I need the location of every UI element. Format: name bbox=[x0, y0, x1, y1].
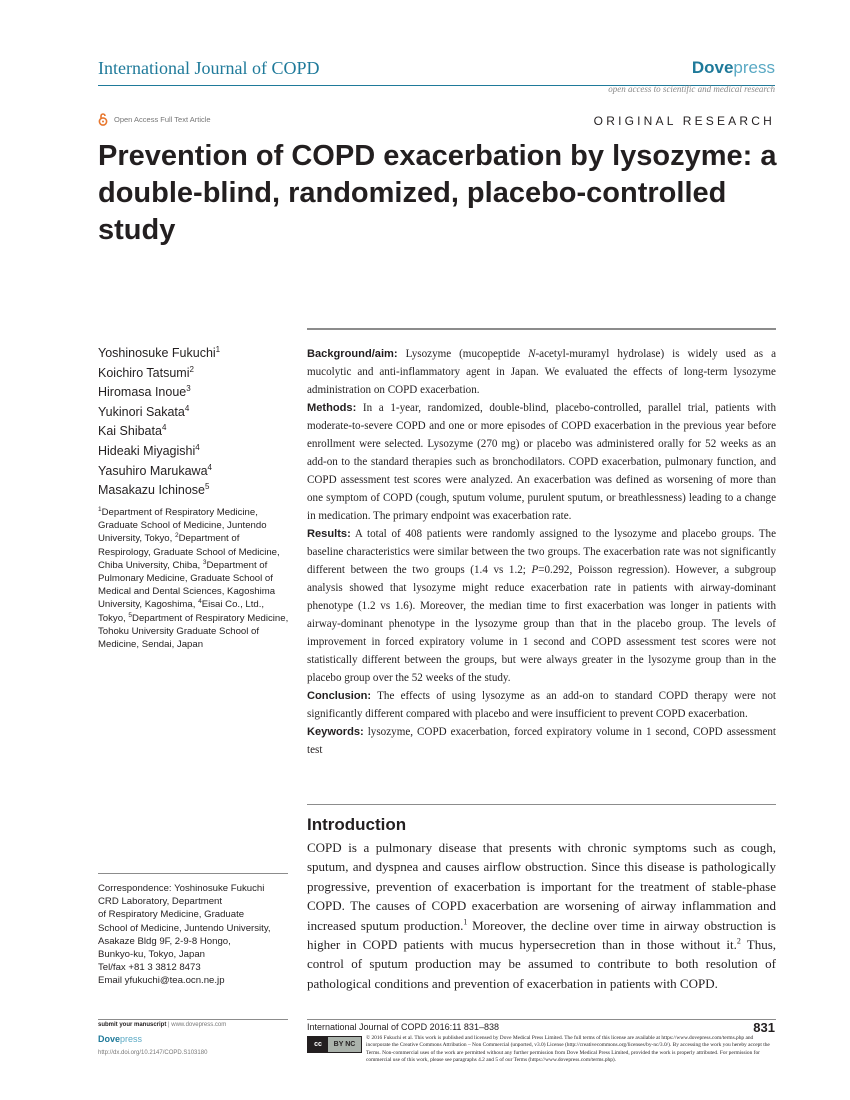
body-text: Thus, control of sputum production may be assumed to contribute to both resolution of pathological conditions and prevention of exacerbation in patients with COPD. bbox=[307, 937, 777, 991]
author-affiliation-ref: 4 bbox=[207, 462, 212, 472]
body-text: COPD is a pulmonary disease that presents with chronic symptoms such as cough, sputum, and dyspnea and causes airflow obstruction. Since this disease is pathologically progressive, prevention of exacerbation is important for the treatment of stable-phase COPD. The causes of COPD exacerbation are worsening of airway inflammation and increased sputum production. bbox=[307, 840, 776, 933]
submit-separator: | bbox=[166, 1022, 172, 1028]
footer-publisher-logo[interactable] bbox=[98, 1034, 142, 1044]
abstract-italic: N bbox=[528, 348, 536, 360]
affiliation-number: 3 bbox=[202, 558, 207, 566]
footer-left-divider bbox=[98, 1019, 288, 1020]
abstract-methods-label: Methods: bbox=[307, 402, 357, 414]
abstract-italic: P bbox=[531, 564, 539, 576]
author-name: Yasuhiro Marukawa bbox=[98, 463, 208, 478]
abstract-text: In a 1-year, randomized, double-blind, placebo-controlled, parallel trial, patients with moderate-to-severe COPD and one or more episodes of COPD exacerbation in the previous year before enrollment were selected. Lysozyme (270 mg) or placebo was administered orally for 52 weeks as an add-on to the standard therapies such as bronchodilators. COPD exacerbation, pulmonary function, and COPD assessment test scores were analyzed. An exacerbation was defined as worsening of more than one symptom of COPD (cough, sputum volume, purulent sputum, or breathlessness) leading to a change in medication. The primary endpoint was exacerbation rate. bbox=[307, 402, 776, 522]
author-affiliation-ref: 4 bbox=[184, 403, 190, 413]
abstract-text: lysozyme, COPD exacerbation, forced expiratory volume in 1 second, COPD assessment test bbox=[307, 726, 776, 756]
publisher-logo-light: press bbox=[733, 58, 775, 77]
correspondence bbox=[98, 882, 293, 988]
author-name: Masakazu Ichinose bbox=[98, 483, 206, 498]
abstract-methods bbox=[307, 399, 776, 525]
author-name: Hiromasa Inoue bbox=[98, 385, 187, 400]
author-name: Hideaki Miyagishi bbox=[98, 443, 196, 458]
affiliation-text: Department of Respiratory Medicine, Graduate School of Medicine, Juntendo University, Tokyo, bbox=[98, 507, 267, 545]
abstract-conclusion-label: Conclusion: bbox=[307, 690, 372, 702]
author bbox=[98, 462, 298, 482]
author-list bbox=[98, 344, 298, 501]
open-access-text: Open Access Full Text Article bbox=[114, 114, 211, 124]
abstract-background-label: Background/aim: bbox=[307, 348, 398, 360]
abstract-results-label: Results: bbox=[307, 528, 351, 540]
affiliation-number: 2 bbox=[174, 532, 179, 540]
article-type: ORIGINAL RESEARCH bbox=[593, 114, 775, 128]
author-name: Yoshinosuke Fukuchi bbox=[98, 346, 216, 360]
correspondence-line: Correspondence: Yoshinosuke Fukuchi bbox=[98, 883, 265, 894]
affiliation-number: 4 bbox=[198, 598, 202, 606]
author bbox=[98, 442, 298, 462]
abstract-text: The effects of using lysozyme as an add-on to standard COPD therapy were not significantly different compared with placebo and were insufficient to prevent COPD exacerbation. bbox=[307, 690, 776, 720]
creative-commons-badge[interactable] bbox=[307, 1036, 362, 1053]
affiliation-text: Department of Respiratory Medicine, Tohoku University Graduate School of Medicine, Sendai, Japan bbox=[98, 612, 289, 651]
correspondence-line: Bunkyo-ku, Tokyo, Japan bbox=[98, 949, 206, 961]
open-access-lock-icon bbox=[98, 112, 108, 126]
footer-publisher-light: press bbox=[120, 1034, 143, 1044]
abstract-text: -acetyl-muramyl hydrolase) is widely used as a mucolytic and anti-inflammatory agent in Japan. We evaluated the effects of long-term lysozyme administration on COPD exacerbation. bbox=[307, 348, 776, 396]
submit-manuscript-link[interactable]: submit your manuscript bbox=[98, 1022, 167, 1028]
footer-publisher-bold: Dove bbox=[98, 1034, 121, 1044]
open-access-label[interactable] bbox=[98, 112, 211, 126]
author bbox=[98, 383, 298, 403]
abstract-background bbox=[307, 345, 776, 399]
correspondence-line: School of Medicine, Juntendo University, bbox=[98, 922, 271, 934]
section-heading-introduction: Introduction bbox=[307, 815, 407, 834]
author-name: Yukinori Sakata bbox=[98, 404, 185, 419]
submit-url-link[interactable]: www.dovepress.com bbox=[171, 1022, 227, 1028]
correspondence-email[interactable]: Email yfukuchi@tea.ocn.ne.jp bbox=[98, 975, 225, 987]
affiliation-text: Department of Pulmonary Medicine, Graduate School of Medical and Dental Sciences, Kagoshima University, Kagoshima, bbox=[98, 559, 276, 611]
publisher-tagline: open access to scientific and medical research bbox=[608, 84, 775, 94]
publisher-logo[interactable] bbox=[692, 58, 775, 78]
article-title: Prevention of COPD exacerbation by lysozyme: a double-blind, randomized, placebo-controlled study bbox=[98, 140, 777, 246]
doi-link[interactable]: http://dx.doi.org/10.2147/COPD.S103180 bbox=[98, 1050, 208, 1056]
author bbox=[98, 364, 298, 384]
journal-title: International Journal of COPD bbox=[98, 58, 320, 78]
abstract-results bbox=[307, 525, 776, 687]
author bbox=[98, 481, 298, 501]
affiliation-text: Department of Respirology, Graduate School of Medicine, Chiba University, Chiba, bbox=[98, 533, 280, 571]
correspondence-line: Tel/fax +81 3 3812 8473 bbox=[98, 962, 201, 974]
abstract-text: =0.292, Poisson regression). However, a subgroup analysis showed that lysozyme might reduce exacerbation rate in patients with airway-dominant phenotype (1.2 vs 1.6). Moreover, the median time to first exacerbation was longer in patients with airway-dominant phenotype in the lysozyme group than that in the placebo group. The levels of improvement in forced expiratory volume in 1 second and COPD assessment test scores were not statistically different between the groups, but were always greater in the lysozyme group than in the placebo group over the 52 weeks of the study. bbox=[307, 564, 777, 684]
author-name: Kai Shibata bbox=[98, 424, 162, 439]
author-affiliation-ref: 3 bbox=[186, 384, 191, 394]
affiliations bbox=[98, 506, 290, 651]
reference-link[interactable]: 2 bbox=[736, 936, 741, 946]
page-number: 831 bbox=[753, 1020, 775, 1035]
submit-manuscript-line bbox=[98, 1022, 226, 1028]
affiliation-text: Eisai Co., Ltd., Tokyo, bbox=[98, 599, 265, 624]
by-nc-icon: BY NC bbox=[333, 1041, 356, 1048]
abstract-bottom-divider bbox=[307, 804, 776, 805]
abstract-top-divider bbox=[307, 328, 776, 330]
abstract-keywords-label: Keywords: bbox=[307, 726, 364, 738]
author-affiliation-ref: 2 bbox=[189, 364, 194, 374]
author-affiliation-ref: 4 bbox=[161, 423, 167, 433]
author bbox=[98, 403, 298, 423]
correspondence-line: CRD Laboratory, Department bbox=[98, 896, 223, 908]
abstract bbox=[307, 345, 776, 759]
author bbox=[98, 422, 298, 442]
license-text: © 2016 Fukuchi et al. This work is published and licensed by Dove Medical Press Limited. The full terms of this license are available at https://www.dovepress.com/terms.php and incorporate the Creative Commons Attribution – Non Commercial (unported, v3.0) License (http://creativecommons.org/licenses/by-nc/3.0/). By accessing the work you hereby accept the Terms. Non-commercial uses of the work are permitted without any further permission from Dove Medical Press Limited, provided the work is properly attributed. For permission for commercial use of this work, please see paragraphs 4.2 and 5 of our Terms (https://www.dovepress.com/terms.php). bbox=[366, 1035, 770, 1064]
abstract-text: A total of 408 patients were randomly assigned to the lysozyme and placebo groups. The baseline characteristics were similar between the two groups. The exacerbation rate was not significantly different between the two groups (1.4 vs 1.2; bbox=[307, 528, 776, 576]
author-affiliation-ref: 5 bbox=[205, 482, 210, 491]
abstract-text: Lysozyme (mucopeptide bbox=[397, 348, 529, 360]
author-name: Koichiro Tatsumi bbox=[98, 365, 190, 380]
correspondence-divider bbox=[98, 873, 288, 874]
author-affiliation-ref: 4 bbox=[195, 442, 200, 452]
abstract-keywords bbox=[307, 723, 776, 759]
introduction-paragraph bbox=[307, 838, 776, 993]
reference-link[interactable]: 1 bbox=[463, 917, 468, 927]
correspondence-line: Asakaze Bldg 9F, 2-9-8 Hongo, bbox=[98, 935, 231, 947]
correspondence-line: of Respiratory Medicine, Graduate bbox=[98, 909, 245, 921]
abstract-conclusion bbox=[307, 687, 776, 723]
footer-right-divider bbox=[307, 1019, 776, 1020]
author-affiliation-ref: 1 bbox=[215, 344, 221, 354]
body-text: Moreover, the decline over time in airway obstruction is higher in COPD patients with mucus hypersecretion than in those without it. bbox=[307, 917, 776, 953]
cc-icon: cc bbox=[308, 1037, 328, 1052]
citation-line: International Journal of COPD 2016:11 831–838 bbox=[307, 1022, 499, 1032]
affiliation-number: 1 bbox=[98, 505, 102, 513]
affiliation-number: 5 bbox=[128, 611, 133, 619]
publisher-logo-bold: Dove bbox=[691, 58, 734, 77]
author bbox=[98, 344, 298, 364]
